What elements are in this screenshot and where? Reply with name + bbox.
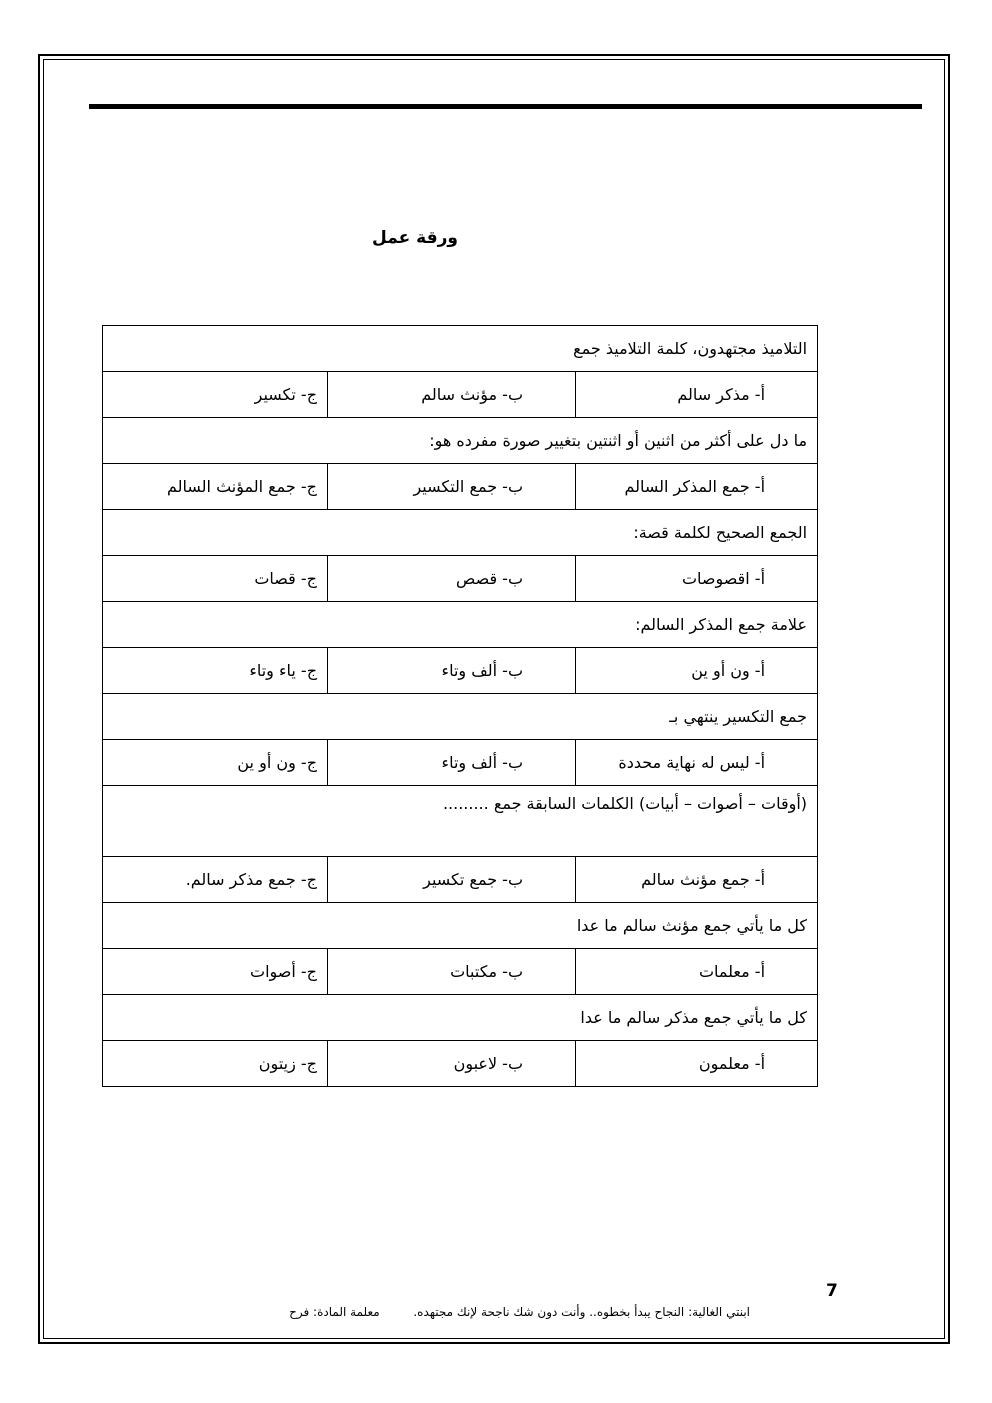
option-c[interactable]: ج- ياء وتاء bbox=[103, 648, 328, 694]
option-a[interactable]: أ- ليس له نهاية محددة bbox=[576, 740, 818, 786]
options-row bbox=[103, 949, 818, 995]
options-row bbox=[103, 857, 818, 903]
question-row bbox=[103, 418, 818, 464]
option-b[interactable]: ب- مؤنث سالم bbox=[328, 372, 576, 418]
option-a[interactable]: أ- اقصوصات bbox=[576, 556, 818, 602]
option-c[interactable]: ج- قصات bbox=[103, 556, 328, 602]
option-a[interactable]: أ- ون أو ين bbox=[576, 648, 818, 694]
question-text: الجمع الصحيح لكلمة قصة: bbox=[103, 510, 818, 556]
option-c[interactable]: ج- جمع المؤنث السالم bbox=[103, 464, 328, 510]
question-text: التلاميذ مجتهدون، كلمة التلاميذ جمع bbox=[103, 326, 818, 372]
option-c[interactable]: ج- ون أو ين bbox=[103, 740, 328, 786]
question-row bbox=[103, 995, 818, 1041]
option-b[interactable]: ب- قصص bbox=[328, 556, 576, 602]
options-row bbox=[103, 556, 818, 602]
question-row bbox=[103, 786, 818, 857]
questions-table bbox=[102, 325, 818, 1087]
worksheet-title: ورقة عمل bbox=[372, 228, 458, 248]
options-row bbox=[103, 740, 818, 786]
question-row bbox=[103, 694, 818, 740]
option-a[interactable]: أ- معلمات bbox=[576, 949, 818, 995]
question-row bbox=[103, 326, 818, 372]
option-b[interactable]: ب- مكتبات bbox=[328, 949, 576, 995]
question-cell bbox=[103, 786, 818, 857]
option-b[interactable]: ب- ألف وتاء bbox=[328, 740, 576, 786]
options-row bbox=[103, 372, 818, 418]
question-text: (أوقات – أصوات – أبيات) الكلمات السابقة جمع ......... bbox=[442, 794, 808, 813]
question-text: جمع التكسير ينتهي بـ bbox=[103, 694, 818, 740]
option-a[interactable]: أ- جمع مؤنث سالم bbox=[576, 857, 818, 903]
question-row bbox=[103, 903, 818, 949]
question-row bbox=[103, 510, 818, 556]
option-c[interactable]: ج- تكسير bbox=[103, 372, 328, 418]
options-row bbox=[103, 464, 818, 510]
question-text: كل ما يأتي جمع مذكر سالم ما عدا bbox=[103, 995, 818, 1041]
option-c[interactable]: ج- أصوات bbox=[103, 949, 328, 995]
option-b[interactable]: ب- لاعبون bbox=[328, 1041, 576, 1087]
options-row bbox=[103, 648, 818, 694]
option-b[interactable]: ب- ألف وتاء bbox=[328, 648, 576, 694]
option-a[interactable]: أ- مذكر سالم bbox=[576, 372, 818, 418]
option-a[interactable]: أ- جمع المذكر السالم bbox=[576, 464, 818, 510]
header-rule bbox=[89, 104, 922, 109]
option-b[interactable]: ب- جمع التكسير bbox=[328, 464, 576, 510]
page-number: 7 bbox=[826, 1281, 838, 1301]
option-a[interactable]: أ- معلمون bbox=[576, 1041, 818, 1087]
footer-teacher: معلمة المادة: فرح bbox=[289, 1305, 380, 1319]
question-text: علامة جمع المذكر السالم: bbox=[103, 602, 818, 648]
option-c[interactable]: ج- جمع مذكر سالم. bbox=[103, 857, 328, 903]
option-c[interactable]: ج- زيتون bbox=[103, 1041, 328, 1087]
footer-motto: ابنتي الغالية: النجاح يبدأ بخطوه.. وأنت دون شك ناجحة لإنك مجتهده. bbox=[413, 1305, 750, 1319]
option-b[interactable]: ب- جمع تكسير bbox=[328, 857, 576, 903]
question-row bbox=[103, 602, 818, 648]
footer bbox=[160, 1305, 750, 1319]
options-row bbox=[103, 1041, 818, 1087]
question-text: كل ما يأتي جمع مؤنث سالم ما عدا bbox=[103, 903, 818, 949]
question-text: ما دل على أكثر من اثنين أو اثنتين بتغيير صورة مفرده هو: bbox=[103, 418, 818, 464]
